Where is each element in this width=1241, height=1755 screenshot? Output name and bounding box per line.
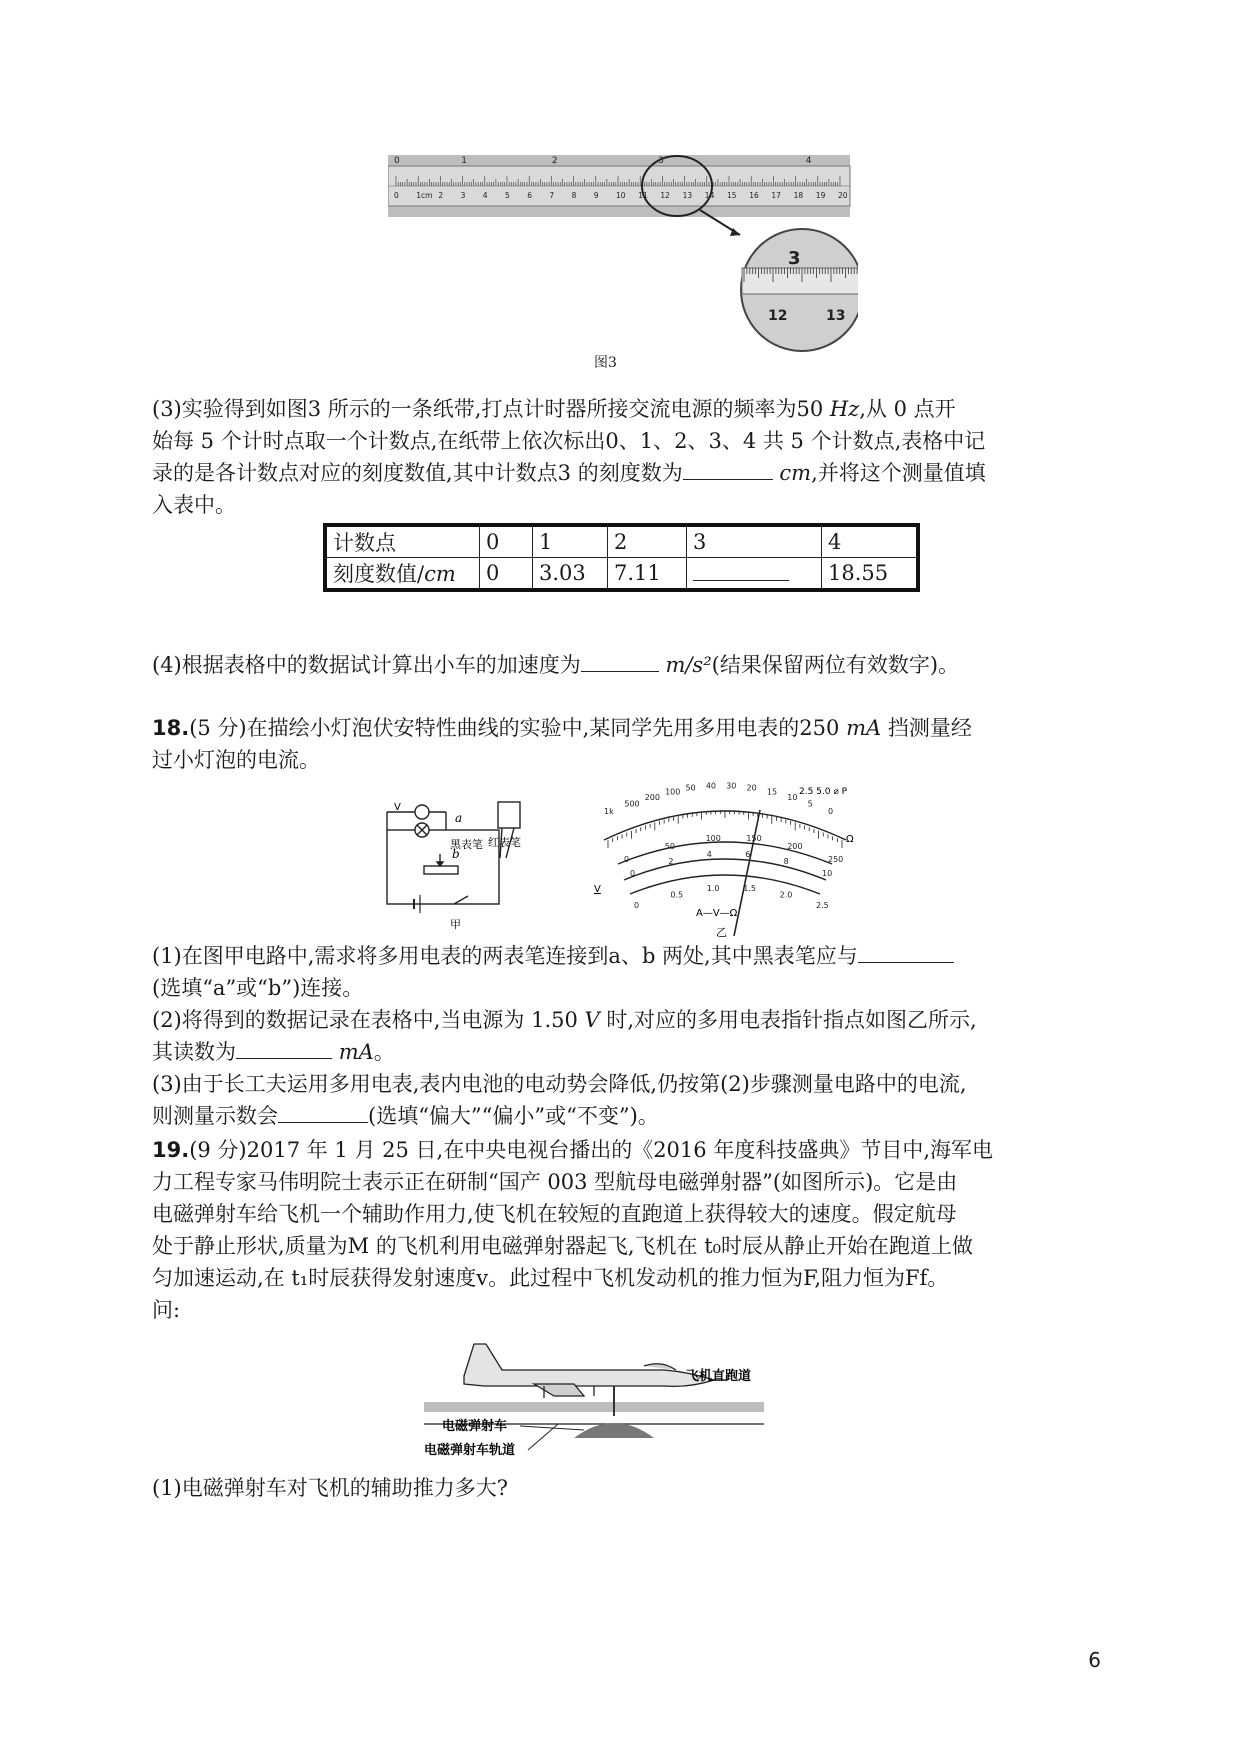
table-row: 刻度数值/cm 0 3.03 7.11 18.55 (325, 558, 918, 591)
figure-catapult (424, 1326, 764, 1466)
track-label: 电磁弹射车轨道 (424, 1443, 516, 1458)
ruler-count-label: 4 (805, 156, 812, 166)
ruler-cm-label: 19 (815, 191, 826, 200)
red-pen-label: 红表笔 (488, 836, 521, 849)
runway-label: 飞机直跑道 (686, 1369, 752, 1384)
answer-blank (581, 651, 659, 672)
ruler-cm-label: 3 (460, 191, 466, 200)
ruler-cm-label: 4 (482, 191, 488, 200)
node-b-label: b (452, 847, 460, 861)
ruler-cm-label: 12 (660, 191, 670, 200)
ruler-cm-label: 7 (549, 191, 555, 200)
answer-blank (278, 1102, 368, 1123)
ruler-count-label: 1 (461, 156, 468, 166)
ohm-scale-label: 20 (746, 783, 757, 793)
v-scale-label: 1.0 (706, 883, 720, 893)
figure-jia-caption: 甲 (450, 918, 461, 931)
low-scale-label: 4 (706, 849, 712, 859)
zoom-tick-12: 12 (768, 308, 788, 324)
dial-top-right: 2.5 5.0 ⌀ P (799, 787, 848, 797)
q18-parts: (1)在图甲电路中,需求将多用电表的两表笔连接到a、b 两处,其中黑表笔应与 (选填“a”或“b”)连接。 (2)将得到的数据记录在表格中,当电源为 1.50 V 时,对应的多用电表指针指点如图乙所示, 其读数为 mA。 (3)由于长工夫运用多用电表,表内电池的电动势会降低,仍按第(2)步骤测量电路中的电流, 则测量示数会 (选填“偏大”“偏小”或“不变”)。 (152, 944, 977, 1128)
avo-label: A—V—Ω (696, 908, 738, 919)
ohm-scale-label: 200 (644, 792, 661, 802)
ruler-count-label: 3 (658, 156, 664, 166)
ruler-cm-label: 20 (838, 191, 848, 200)
answer-blank (693, 560, 789, 581)
ruler-cm-label: 13 (682, 191, 693, 200)
ruler-cm-label: 0 (394, 191, 399, 200)
ohm-scale-label: 500 (624, 799, 640, 809)
v-scale-label: 0.5 (670, 890, 684, 900)
ohm-scale-label: 40 (705, 781, 717, 791)
figure-yi-meter (584, 776, 864, 938)
ohm-scale-label: 50 (685, 783, 696, 793)
q17-part4: (4)根据表格中的数据试计算出小车的加速度为 m/s²(结果保留两位有效数字)。 (152, 653, 960, 677)
ruler-cm-label: 14 (704, 191, 715, 200)
ma-scale-label: 250 (828, 855, 844, 864)
ruler-cm-label: 10 (616, 191, 626, 200)
figure-3-caption: 图3 (594, 355, 617, 371)
zoom-label: 3 (788, 248, 801, 269)
ruler-cm-label: 16 (749, 191, 759, 200)
ruler-cm-label: 1cm (416, 191, 433, 200)
ma-scale-label: 100 (705, 834, 721, 844)
table-row: 计数点 0 1 2 3 4 (325, 525, 918, 558)
v-scale-label: 0 (634, 901, 640, 910)
ruler-photo (388, 150, 858, 355)
voltmeter-label: V (394, 802, 401, 813)
low-scale-label: 8 (783, 857, 789, 867)
runway (424, 1402, 764, 1412)
figure-yi-caption: 乙 (716, 926, 727, 938)
ruler-count-label: 2 (551, 156, 558, 166)
black-pen-label: 黑表笔 (450, 838, 483, 851)
ohm-scale-label: 15 (766, 787, 778, 797)
ruler-cm-label: 8 (571, 191, 577, 200)
cart-label: 电磁弹射车 (442, 1419, 508, 1434)
node-a-label: a (455, 811, 463, 825)
q19-text: 19.(9 分)2017 年 1 月 25 日,在中央电视台播出的《2016 年度科技盛典》节目中,海军电 力工程专家马伟明院士表示正在研制“国产 003 型航母电磁弹射器”(如图所示)。它是由 电磁弹射车给飞机一个辅助作用力,使飞机在较短的直跑道上获得较大的速度。假定航母 处于静止形状,质量为M 的飞机利用电磁弹射器起飞,飞机在 t₀时辰从静止开始在跑道上做 匀加速运动,在 t₁时辰获得发射速度v。此过程中飞机发动机的推力恒为F,阻力恒为Ff。 问: (152, 1138, 993, 1322)
ohm-scale-label: 1k (604, 807, 614, 816)
ruler-cm-label: 17 (771, 191, 781, 200)
q17-part3: (3)实验得到如图3 所示的一条纸带,打点计时器所接交流电源的频率为50 Hz,从 0 点开 始每 5 个计时点取一个计数点,在纸带上依次标出0、1、2、3、4 共 5 个计数点,表格中记 录的是各计数点对应的刻度数值,其中计数点3 的刻度数为 cm,并将这个测量值填 入表中。 (152, 397, 986, 517)
circuit-diagram (384, 800, 532, 932)
ma-scale-label: 200 (787, 842, 803, 852)
answer-blank (858, 942, 954, 963)
ruler-cm-label: 18 (793, 191, 804, 200)
ohm-scale-label: 10 (787, 792, 798, 802)
ruler-cm-label: 9 (593, 191, 599, 200)
low-scale-label: 0 (630, 869, 636, 878)
ruler-count-label: 0 (394, 156, 400, 166)
answer-blank (683, 459, 773, 480)
q19-part1: (1)电磁弹射车对飞机的辅助推力多大? (152, 1476, 509, 1500)
answer-blank (236, 1038, 332, 1059)
figure-jia-circuit (384, 800, 532, 932)
low-scale-label: 6 (745, 849, 751, 859)
v-scale-label: 1.5 (743, 883, 756, 893)
q18-intro: 18.(5 分)在描绘小灯泡伏安特性曲线的实验中,某同学先用多用电表的250 mA 挡测量经 过小灯泡的电流。 (152, 716, 972, 772)
ruler-cm-label: 6 (527, 191, 532, 200)
ohm-scale-label: 30 (726, 781, 737, 791)
ma-scale-label: 50 (664, 842, 675, 852)
catapult-diagram (424, 1326, 764, 1466)
zoom-tick-13: 13 (826, 308, 846, 324)
figure-3 (388, 150, 858, 355)
ruler-cm-label: 11 (638, 191, 648, 200)
ma-scale-label: 0 (624, 855, 630, 864)
ma-scale-label: 150 (746, 834, 762, 844)
ruler-cm-label: 2 (438, 191, 444, 200)
meter-pointer (734, 810, 760, 936)
data-table (323, 523, 920, 592)
ruler-cm-label: 5 (505, 191, 510, 200)
ruler-cm-label: 15 (727, 191, 737, 200)
ohm-mark: Ω (846, 834, 854, 845)
v-scale-label: 2.5 (816, 901, 829, 910)
v-mark: V (594, 884, 601, 895)
low-scale-label: 2 (668, 857, 674, 867)
ohm-scale-label: 0 (828, 807, 834, 816)
ohm-scale-label: 5 (807, 799, 813, 809)
multimeter-dial (584, 776, 864, 938)
low-scale-label: 10 (822, 869, 833, 878)
ohm-scale-label: 100 (665, 787, 681, 797)
page-number: 6 (1088, 1648, 1101, 1672)
v-scale-label: 2.0 (779, 890, 793, 900)
jet-icon (464, 1344, 714, 1398)
